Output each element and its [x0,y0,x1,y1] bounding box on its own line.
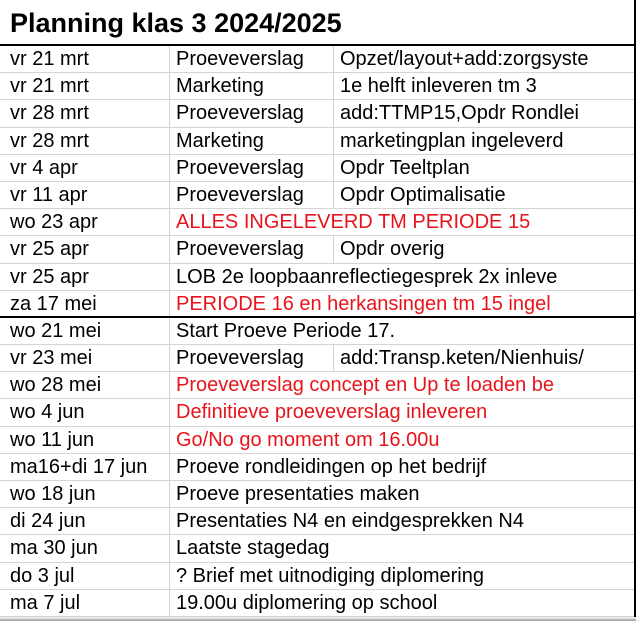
date-cell[interactable]: vr 25 apr [4,264,170,290]
task-cell[interactable]: marketingplan ingeleverd [340,129,564,152]
task-cell[interactable]: 19.00u diplomering op school [176,591,438,614]
subject-cell[interactable]: Marketing [170,73,334,99]
subject-cell[interactable]: Marketing [170,128,334,154]
table-row [0,399,636,426]
date-cell[interactable]: do 3 jul [4,563,170,589]
table-row [0,46,636,73]
date-cell[interactable]: wo 28 mei [4,372,170,398]
subject-cell[interactable]: Proeveverslag [170,345,334,371]
task-cell[interactable]: Proeve presentaties maken [176,483,420,505]
table-row [0,209,636,236]
table-row [0,155,636,182]
task-cell[interactable]: Opdr Optimalisatie [340,183,506,206]
date-cell[interactable]: vr 21 mrt [4,46,170,72]
table-row [0,590,636,617]
table-row [0,264,636,291]
task-cell[interactable]: Opdr Teeltplan [340,156,470,179]
date-cell[interactable]: vr 23 mei [4,345,170,371]
table-row [0,291,636,318]
date-cell[interactable]: di 24 jun [4,508,170,534]
planning-table [0,46,636,617]
table-row [0,481,636,508]
task-cell[interactable]: Opdr overig [340,238,445,261]
table-row [0,427,636,454]
task-cell[interactable]: Proeve rondleidingen op het bedrijf [176,455,487,478]
date-cell[interactable]: vr 28 mrt [4,128,170,154]
table-row [0,128,636,155]
subject-cell[interactable]: Proeveverslag [170,236,334,262]
date-cell[interactable]: vr 4 apr [4,155,170,181]
task-cell[interactable]: ALLES INGELEVERD TM PERIODE 15 [176,211,531,234]
title-row [0,0,636,46]
page-title: Planning klas 3 2024/2025 [10,8,342,38]
date-cell[interactable]: wo 11 jun [4,427,170,453]
task-cell[interactable]: LOB 2e loopbaanreflectiegesprek 2x inleve [176,265,558,288]
date-cell[interactable]: wo 23 apr [4,209,170,235]
bottom-edge [0,617,636,621]
date-cell[interactable]: za 17 mei [4,291,170,316]
table-row [0,318,636,345]
table-row [0,372,636,399]
subject-cell[interactable]: Proeveverslag [170,46,334,72]
table-row [0,535,636,562]
date-cell[interactable]: wo 21 mei [4,318,170,344]
date-cell[interactable]: ma16+di 17 jun [4,454,170,480]
date-cell[interactable]: ma 30 jun [4,535,170,561]
table-row [0,100,636,127]
task-cell[interactable]: ? Brief met uitnodiging diplomering [176,564,484,587]
date-cell[interactable]: vr 11 apr [4,182,170,208]
table-row [0,454,636,481]
table-row [0,345,636,372]
task-cell[interactable]: Opzet/layout+add:zorgsyste [340,48,589,70]
task-cell[interactable]: Proeveverslag concept en Up te loaden be [176,374,555,397]
task-cell[interactable]: Start Proeve Periode 17. [176,319,396,342]
date-cell[interactable]: vr 28 mrt [4,100,170,126]
task-cell[interactable]: Presentaties N4 en eindgesprekken N4 [176,510,524,533]
task-cell[interactable]: 1e helft inleveren tm 3 [340,75,537,98]
table-row [0,508,636,535]
task-cell[interactable]: Definitieve proeveverslag inleveren [176,401,488,424]
date-cell[interactable]: wo 18 jun [4,481,170,507]
subject-cell[interactable]: Proeveverslag [170,182,334,208]
task-cell[interactable]: PERIODE 16 en herkansingen tm 15 ingel [176,292,551,315]
table-row [0,236,636,263]
task-cell[interactable]: add:Transp.keten/Nienhuis/ [340,347,584,370]
task-cell[interactable]: add:TTMP15,Opdr Rondlei [340,102,580,125]
subject-cell[interactable]: Proeveverslag [170,100,334,126]
date-cell[interactable]: wo 4 jun [4,399,170,425]
task-cell[interactable]: Go/No go moment om 16.00u [176,428,440,451]
date-cell[interactable]: vr 25 apr [4,236,170,262]
date-cell[interactable]: vr 21 mrt [4,73,170,99]
task-cell[interactable]: Laatste stagedag [176,537,330,560]
subject-cell[interactable]: Proeveverslag [170,155,334,181]
date-cell[interactable]: ma 7 jul [4,590,170,616]
table-row [0,563,636,590]
table-row [0,73,636,100]
table-row [0,182,636,209]
